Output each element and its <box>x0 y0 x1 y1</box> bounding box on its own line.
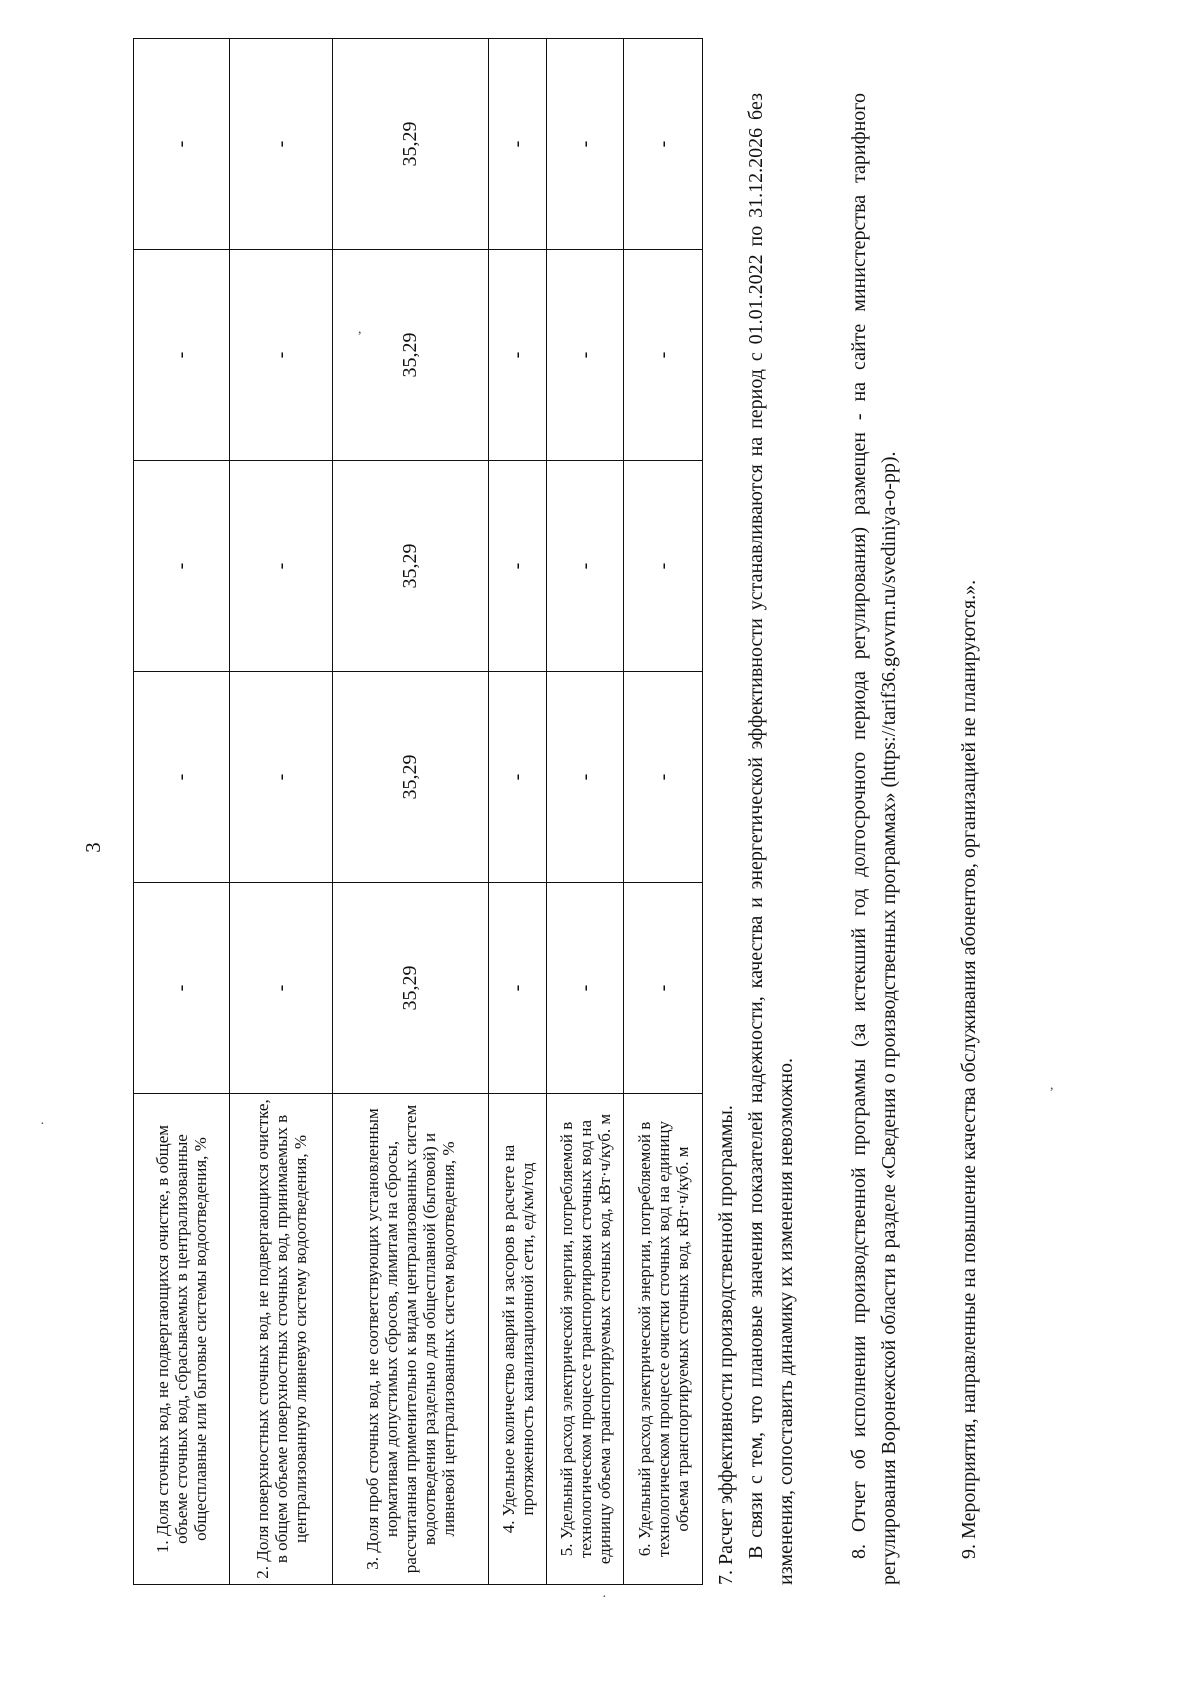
scan-speck: · <box>602 1590 607 1605</box>
row-label: 3. Доля проб сточных вод, не соответствующих установленным нормативам допустимых сбросов, лимитам на сбросы, рассчитанная применительно к видам централизованных систем водоотведения раздельно для общесплавной (бытовой) и ливневой централизованных систем водоотведения, % <box>333 1094 489 1585</box>
row-value: - <box>230 461 333 672</box>
row-label: 4. Удельное количество аварий и засоров в расчете на протяженность канализационной сети, ед/км/год <box>489 1094 547 1585</box>
table-row <box>230 39 333 1585</box>
row-value: - <box>489 461 547 672</box>
row-value: - <box>547 250 624 461</box>
table-row <box>624 39 703 1585</box>
row-value: - <box>230 883 333 1094</box>
row-value: - <box>547 39 624 250</box>
row-value: - <box>547 672 624 883</box>
row-value: - <box>624 39 703 250</box>
row-value: - <box>489 39 547 250</box>
indicators-table <box>133 38 703 1585</box>
row-value: - <box>489 250 547 461</box>
row-value: - <box>624 250 703 461</box>
row-value: - <box>134 39 230 250</box>
row-value: - <box>134 883 230 1094</box>
row-value: 35,29 <box>333 672 489 883</box>
section-8-body: 8. Отчет об исполнении производственной программы (за истекший год долгосрочного периода регулирования) размещен - на сайте министерства тарифного регулирования Воронежской области в разделе «Сведения о производственных программах» (https://tarif36.govvrn.ru/svediniya-o-pp). <box>848 93 900 1585</box>
row-value: - <box>230 250 333 461</box>
row-value: - <box>489 672 547 883</box>
row-value: - <box>134 250 230 461</box>
page-number: 3 <box>80 842 105 853</box>
row-value: - <box>624 461 703 672</box>
row-value: - <box>230 39 333 250</box>
scan-speck: , <box>358 322 362 337</box>
row-value: - <box>624 672 703 883</box>
section-7-title: 7. Расчет эффективности производственной программы. <box>715 1105 737 1585</box>
row-value: - <box>624 883 703 1094</box>
table-row <box>489 39 547 1585</box>
table-row <box>333 39 489 1585</box>
row-value: - <box>134 672 230 883</box>
section-9-body: 9. Мероприятия, направленные на повышение качества обслуживания абонентов, организацией не планируются.». <box>958 579 980 1559</box>
section-7-body: В связи с тем, что плановые значения показателей надежности, качества и энергетической эффективности устанавливаются на период с 01.01.2022 по 31.12.2026 без изменения, сопоставить динамику их изменения невозможно. <box>745 93 797 1585</box>
row-label: 2. Доля поверхностных сточных вод, не подвергающихся очистке, в общем объеме поверхностных сточных вод, принимаемых в централизованную ливневую систему водоотведения, % <box>230 1094 333 1585</box>
table-row <box>547 39 624 1585</box>
section-7 <box>711 93 801 1585</box>
row-value: 35,29 <box>333 461 489 672</box>
row-value: - <box>134 461 230 672</box>
rotated-content <box>133 93 1200 1585</box>
scan-speck: , <box>1050 1078 1054 1093</box>
row-value: 35,29 <box>333 250 489 461</box>
row-value: - <box>230 672 333 883</box>
row-value: - <box>547 883 624 1094</box>
row-value: - <box>489 883 547 1094</box>
scan-speck: · <box>40 1117 45 1132</box>
row-value: - <box>547 461 624 672</box>
row-value: 35,29 <box>333 883 489 1094</box>
table-row <box>134 39 230 1585</box>
row-value: 35,29 <box>333 39 489 250</box>
row-label: 6. Удельный расход электрической энергии, потребляемой в технологическом процессе очистки сточных вод на единицу объема транспортируемых сточных вод, кВт·ч/куб. м <box>624 1094 703 1585</box>
row-label: 5. Удельный расход электрической энергии, потребляемой в технологическом процессе транспортировки сточных вод на единицу объема транспортируемых сточных вод, кВт·ч/куб. м <box>547 1094 624 1585</box>
row-label: 1. Доля сточных вод, не подвергающихся очистке, в общем объеме сточных вод, сбрасываемых в централизованные общесплавные или бытовые системы водоотведения, % <box>134 1094 230 1585</box>
